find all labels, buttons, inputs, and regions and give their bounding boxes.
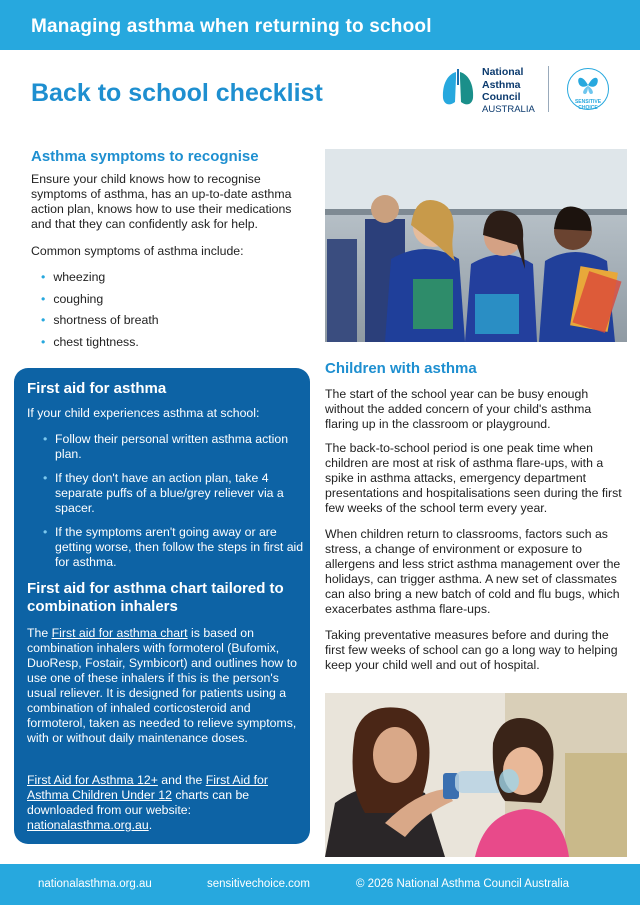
first-aid-list [45,432,305,579]
header-title: Managing asthma when returning to school [31,16,432,37]
first-aid-step: Follow their personal written asthma action plan. [55,432,289,461]
first-aid-under-12-link[interactable]: First Aid for Asthma Children Under 12 [27,773,268,802]
footer-link-sensitive-choice[interactable]: sensitivechoice.com [207,878,310,890]
lungs-logo-icon [440,68,476,108]
children-heading: Children with asthma [325,360,477,377]
symptom-text: wheezing [53,270,106,284]
list-item [45,525,305,570]
page-title: Back to school checklist [31,79,323,107]
list-item [31,270,159,292]
butterfly-icon [576,74,600,96]
chart-paragraph [27,626,305,746]
list-item [45,471,305,516]
children-paragraph-1: The start of the school year can be busy enough without the added concern of your child's asthma flaring up in the classroom or playground. [325,387,592,431]
bullet-icon: • [43,525,48,539]
badge-label [568,99,608,111]
logo-text [482,66,535,116]
first-aid-step: If the symptoms aren't going away or are getting worse, then follow the steps in first aid for asthma. [55,525,304,569]
download-paragraph [27,773,305,833]
symptom-text: chest tightness. [53,334,139,349]
logo-line-4: AUSTRALIA [482,103,535,115]
children-paragraph-2: The back-to-school period is one peak time when children are most at risk of asthma flare-ups, with a spike in asthma attacks, emergency department presentations and hospitalisations seen during the first few weeks of the school term every year. [325,441,622,515]
symptom-text: shortness of breath [53,313,159,327]
logo-line-3: Council [482,91,521,103]
symptoms-intro: Ensure your child knows how to recognise symptoms of asthma, has an up-to-date asthma action plan, knows how to use their medications and that they can confidently ask for help. [31,172,292,231]
website-link[interactable]: nationalasthma.org.au [27,818,149,832]
bullet-icon: • [41,291,46,306]
first-aid-12-plus-link[interactable]: First Aid for Asthma 12+ [27,773,158,787]
badge-label-line-1: SENSITIVE [574,99,602,105]
children-paragraph-3: When children return to classrooms, factors such as stress, a change of environment or exposure to allergens and less strict asthma management over the holidays, can trigger asthma. A new set of classmates can also bring a new batch of cold and flu bugs, which exacerbates asthma flare-ups. [325,527,621,616]
first-aid-step: If they don't have an action plan, take 4 separate puffs of a blue/grey reliever via a spacer. [55,471,284,515]
logo-line-1: National [482,66,524,78]
list-item [31,335,159,357]
children-paragraph-4: Taking preventative measures before and during the first few weeks of school can go a long way to helping keep your child well and out of hospital. [325,628,618,672]
chart-heading: First aid for asthma chart tailored to combination inhalers [27,580,284,615]
download-and-text: and the [157,773,206,787]
list-item [31,313,159,335]
chart-para-suffix: is based on combination inhalers with formoterol (Bufomix, DuoResp, Fostair, Symbicort) and outlines how to use one of these inhalers if this is the person's usual reliever. It is designed for patients using a combination of inhaled corticosteroid and formoterol, taken as needed to relieve symptoms, with or without daily maintenance doses. [27,626,297,745]
students-photo-illustration [325,149,627,342]
symptoms-common-label: Common symptoms of asthma include: [31,244,244,258]
logo [440,66,610,116]
badge-label-line-2: CHOICE [578,105,598,111]
list-item [45,432,305,462]
chart-para-prefix: The [27,626,52,640]
symptoms-heading: Asthma symptoms to recognise [31,148,259,165]
download-text: charts can be downloaded from our website: [27,788,250,817]
logo-line-2: Asthma [482,78,521,91]
bullet-icon: • [41,270,46,284]
bullet-icon: • [41,313,46,327]
bullet-icon: • [43,471,48,485]
students-photo [325,149,627,342]
spacer-photo-illustration [325,693,627,857]
sensitive-choice-badge [567,68,609,110]
bullet-icon: • [43,432,48,446]
symptom-text: coughing [53,291,104,306]
footer-link-national-asthma[interactable]: nationalasthma.org.au [38,878,152,890]
first-aid-heading: First aid for asthma [27,380,167,397]
symptoms-list [31,270,159,356]
first-aid-panel [14,368,310,844]
download-period: . [148,818,153,832]
footer-copyright: © 2026 National Asthma Council Australia [356,878,570,890]
first-aid-chart-link[interactable]: First aid for asthma chart [51,626,188,640]
header-bar [0,0,640,50]
bullet-icon: • [41,334,46,349]
spacer-photo [325,693,627,857]
logo-divider [548,66,549,112]
first-aid-intro: If your child experiences asthma at school: [27,406,260,420]
footer-bar [0,864,640,905]
list-item [31,292,159,314]
